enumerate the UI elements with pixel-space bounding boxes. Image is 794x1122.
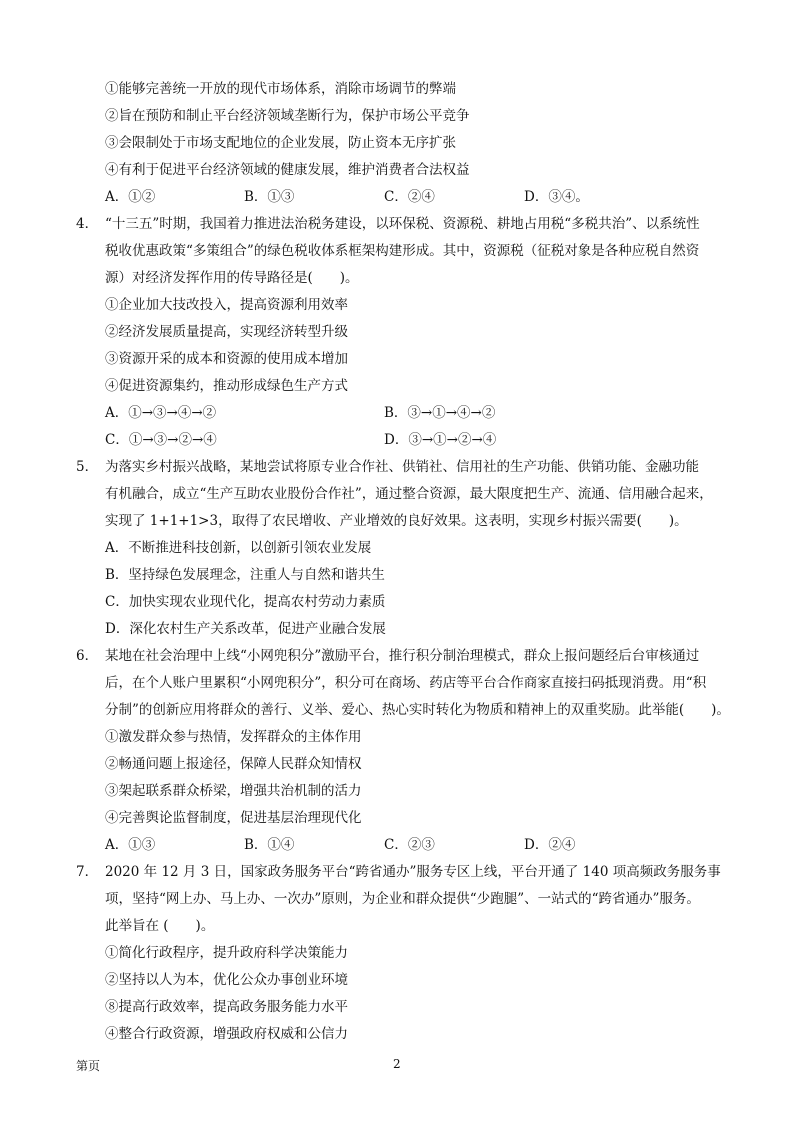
q7-stem-3: 此举旨在 ( )。 [105, 918, 215, 934]
q7-statement-4: ④整合行政资源，增强政府权威和公信力 [105, 1026, 348, 1042]
q4-option-b: B．③→①→④→② [384, 405, 496, 421]
q5-option-b: B．坚持绿色发展理念，注重人与自然和谐共生 [105, 567, 385, 583]
q6-statement-2: ②畅通问题上报途径，保障人民群众知情权 [105, 756, 362, 772]
q5-stem-1: 为落实乡村振兴战略，某地尝试将原专业合作社、供销社、信用社的生产功能、供销功能、金融功能 [105, 459, 699, 475]
q5-number: 5． [76, 459, 99, 475]
q4-stem-2: 税收优惠政策“多策组合”的绿色税收体系框架构建形成。其中，资源税（征税对象是各种应税自然资 [105, 243, 700, 259]
q6-option-d: D．②④ [524, 837, 576, 853]
q5-option-c: C．加快实现农业现代化，提高农村劳动力素质 [105, 594, 386, 610]
q6-number: 6． [76, 648, 99, 664]
q6-stem-1: 某地在社会治理中上线“小网兜积分”激励平台，推行积分制治理模式，群众上报问题经后台审核通过 [105, 648, 700, 664]
q7-number: 7． [76, 864, 99, 880]
q3-statement-1: ①能够完善统一开放的现代市场体系，消除市场调节的弊端 [105, 81, 456, 97]
q5-option-d: D．深化农村生产关系改革，促进产业融合发展 [105, 621, 386, 637]
q3-statement-3: ③会限制处于市场支配地位的企业发展，防止资本无序扩张 [105, 135, 456, 151]
q4-statement-3: ③资源开采的成本和资源的使用成本增加 [105, 351, 348, 367]
q4-statement-1: ①企业加大技改投入，提高资源利用效率 [105, 297, 348, 313]
q4-option-d: D．③→①→②→④ [384, 432, 497, 448]
q3-option-b: B．①③ [244, 189, 295, 205]
q3-option-a: A．①② [105, 189, 156, 205]
q4-option-c: C．①→③→②→④ [105, 432, 217, 448]
q7-statement-1: ①简化行政程序，提升政府科学决策能力 [105, 945, 348, 961]
q6-stem-2: 后，在个人账户里累积“小网兜积分”，积分可在商场、药店等平台合作商家直接扫码抵现消费。用“积 [105, 675, 707, 691]
q7-statement-3: ⑧提高行政效率，提高政务服务能力水平 [105, 999, 348, 1015]
q6-option-c: C．②③ [384, 837, 435, 853]
q5-stem-2: 有机融合，成立“生产互助农业股份合作社”，通过整合资源，最大限度把生产、流通、信用融合起来， [105, 486, 713, 502]
q6-option-a: A．①③ [105, 837, 156, 853]
q3-statement-2: ②旨在预防和制止平台经济领域垄断行为，保护市场公平竞争 [105, 108, 470, 124]
q4-stem-3: 源）对经济发挥作用的传导路径是( )。 [105, 270, 359, 286]
q3-option-c: C．②④ [384, 189, 435, 205]
q4-option-a: A．①→③→④→② [105, 405, 217, 421]
q4-statement-4: ④促进资源集约，推动形成绿色生产方式 [105, 378, 348, 394]
q7-stem-1: 2020 年 12 月 3 日，国家政务服务平台“跨省通办”服务专区上线，平台开通了 140 项高频政务服务事 [105, 864, 721, 880]
q7-statement-2: ②坚持以人为本，优化公众办事创业环境 [105, 972, 348, 988]
q4-stem-1: “十三五”时期，我国着力推进法治税务建设，以环保税、资源税、耕地占用税“多税共治”、以系统性 [105, 216, 700, 232]
q5-stem-3: 实现了 1+1+1>3，取得了农民增收、产业增效的良好效果。这表明，实现乡村振兴需要( )。 [105, 513, 688, 529]
q5-option-a: A．不断推进科技创新，以创新引领农业发展 [105, 540, 372, 556]
page-number: 2 [393, 1057, 401, 1071]
q6-option-b: B．①④ [244, 837, 295, 853]
q6-statement-4: ④完善舆论监督制度，促进基层治理现代化 [105, 810, 362, 826]
q6-statement-3: ③架起联系群众桥梁，增强共治机制的活力 [105, 783, 362, 799]
q4-number: 4． [76, 216, 99, 232]
q4-statement-2: ②经济发展质量提高，实现经济转型升级 [105, 324, 348, 340]
footer-label: 第页 [76, 1059, 101, 1073]
q3-option-d: D．③④。 [524, 189, 589, 205]
q7-stem-2: 项，坚持“网上办、马上办、一次办”原则，为企业和群众提供“少跑腿”、一站式的“跨省通办”服务。 [105, 891, 700, 907]
q3-statement-4: ④有利于促进平台经济领域的健康发展，维护消费者合法权益 [105, 162, 470, 178]
q6-statement-1: ①激发群众参与热情，发挥群众的主体作用 [105, 729, 362, 745]
q6-stem-3: 分制”的创新应用将群众的善行、义举、爱心、热心实时转化为物质和精神上的双重奖励。此举能( )。 [105, 702, 730, 718]
